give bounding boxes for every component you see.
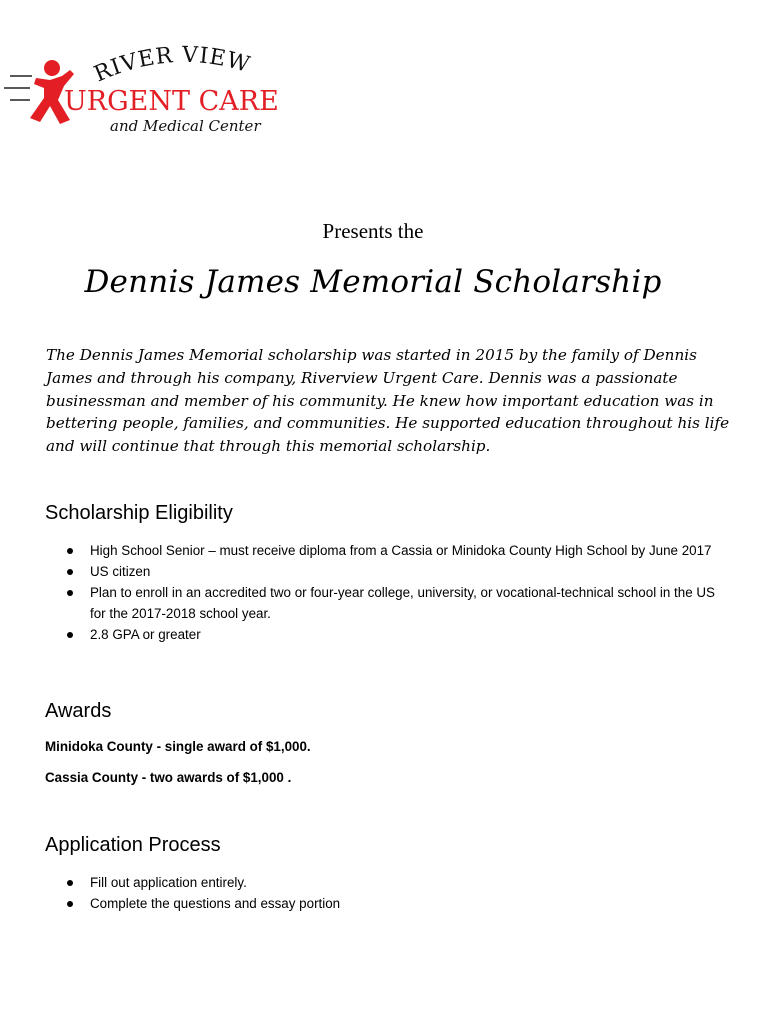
eligibility-heading: Scholarship Eligibility xyxy=(45,502,233,524)
page-title: Dennis James Memorial Scholarship xyxy=(84,264,662,300)
presents-text: Presents the xyxy=(322,219,424,243)
intro-paragraph: The Dennis James Memorial scholarship was started in 2015 by the family of Dennis James and through his company, Riverview Urgent Care. Dennis was a passionate businessman and member of his community. He knew how important education was in bettering people, families, and communities. He supported education throughout his life and will continue that through this memorial scholarship. xyxy=(46,346,730,456)
riverview-logo xyxy=(0,40,300,140)
list-item: Fill out application entirely. xyxy=(44,872,734,893)
svg-text:RIVER VIEW: RIVER VIEW xyxy=(90,42,254,88)
bullet-icon xyxy=(67,569,73,575)
eligibility-list xyxy=(44,540,734,645)
list-item: Complete the questions and essay portion xyxy=(44,893,734,914)
bullet-icon xyxy=(67,880,73,886)
svg-text:URGENT CARE: URGENT CARE xyxy=(64,86,279,117)
list-item: High School Senior – must receive diploma from a Cassia or Minidoka County High School by June 2017 xyxy=(44,540,734,561)
application-heading: Application Process xyxy=(45,834,221,856)
list-item: US citizen xyxy=(44,561,734,582)
svg-text:and Medical Center: and Medical Center xyxy=(110,117,261,135)
logo-wordmark xyxy=(0,40,300,140)
bullet-icon xyxy=(67,590,73,596)
bullet-icon xyxy=(67,548,73,554)
bullet-icon xyxy=(67,901,73,907)
list-item: Plan to enroll in an accredited two or four-year college, university, or vocational-technical school in the US for the 2017-2018 school year. xyxy=(44,582,734,624)
application-list xyxy=(44,872,734,914)
award-cassia: Cassia County - two awards of $1,000 . xyxy=(45,770,292,785)
bullet-icon xyxy=(67,632,73,638)
award-minidoka: Minidoka County - single award of $1,000. xyxy=(45,739,311,754)
awards-heading: Awards xyxy=(45,700,112,722)
list-item: 2.8 GPA or greater xyxy=(44,624,734,645)
